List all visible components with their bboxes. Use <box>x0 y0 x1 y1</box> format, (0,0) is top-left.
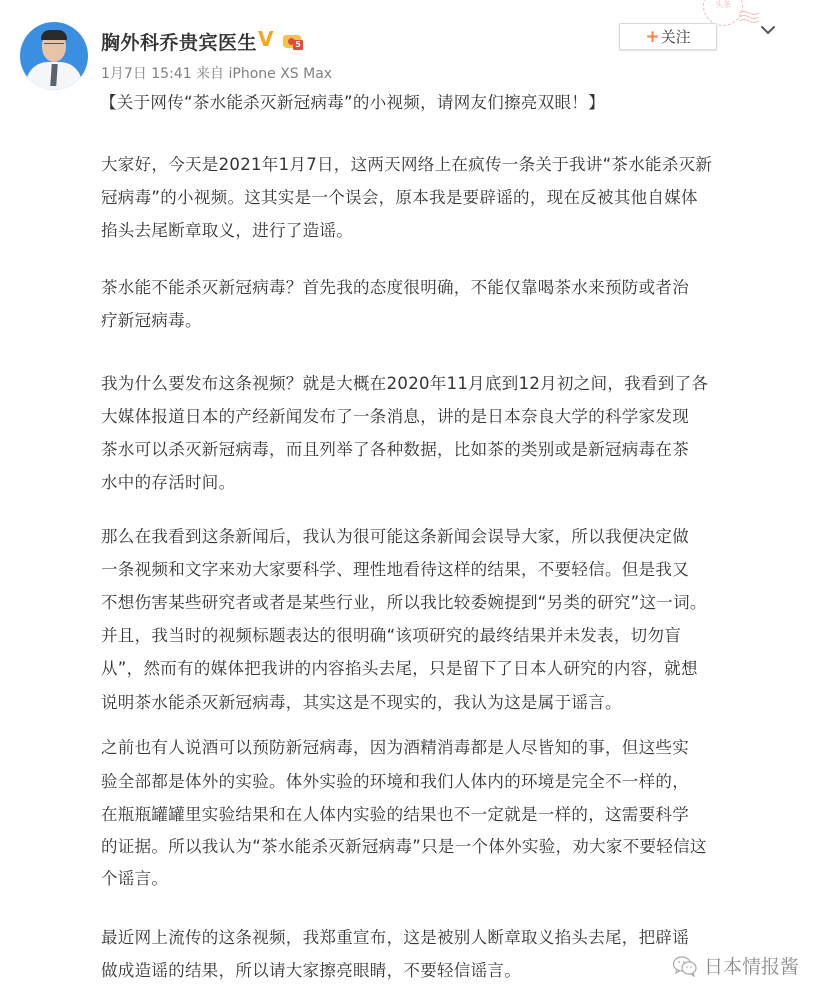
paragraph-3-line: 我为什么要发布这条视频？就是大概在2020年11月底到12月初之间，我看到了各 <box>101 374 709 393</box>
follow-button[interactable] <box>619 23 717 50</box>
watermark-label: 日本情报酱 <box>704 956 800 978</box>
paragraph-4-line: 一条视频和文字来劝大家要科学、理性地看待这样的结果，不要轻信。但是我又 <box>101 560 689 579</box>
stamp-text: 头条 <box>715 0 731 9</box>
paragraph-5-line: 在瓶瓶罐罐里实验结果和在人体内实验的结果也不一定就是一样的，这需要科学 <box>101 805 689 824</box>
member-crown-icon <box>283 31 303 49</box>
paragraph-3-line: 茶水可以杀灭新冠病毒，而且列举了各种数据，比如茶的类别或是新冠病毒在茶 <box>101 440 689 459</box>
paragraph-1-line: 冠病毒”的小视频。这其实是一个误会，原本我是要辟谣的，现在反被其他自媒体 <box>101 188 698 207</box>
paragraph-4-line: 那么在我看到这条新闻后，我认为很可能这条新闻会误导大家，所以我便决定做 <box>101 527 689 546</box>
watermark <box>672 952 799 979</box>
post-title: 【关于网传“茶水能杀灭新冠病毒”的小视频，请网友们擦亮双眼！】 <box>100 93 605 112</box>
paragraph-5-line: 个谣言。 <box>101 869 169 888</box>
paragraph-5-line: 验全部都是体外的实验。体外实验的环境和我们人体内的环境是完全不一样的， <box>101 772 689 791</box>
paragraph-3-line: 水中的存活时间。 <box>101 473 236 492</box>
chevron-down-icon[interactable] <box>760 22 776 38</box>
paragraph-5-line: 之前也有人说酒可以预防新冠病毒，因为酒精消毒都是人尽皆知的事，但这些实 <box>101 738 689 757</box>
paragraph-2-line: 茶水能不能杀灭新冠病毒？首先我的态度很明确，不能仅靠喝茶水来预防或者治 <box>101 278 689 297</box>
plus-icon: + <box>645 26 660 47</box>
paragraph-4-line: 从”，然而有的媒体把我讲的内容掐头去尾，只是留下了日本人研究的内容，就想 <box>101 659 698 678</box>
paragraph-6-line: 做成造谣的结果，所以请大家擦亮眼睛，不要轻信谣言。 <box>101 961 521 980</box>
paragraph-4-line: 说明茶水能杀灭新冠病毒，其实这是不现实的，我认为这是属于谣言。 <box>101 693 622 712</box>
paragraph-3-line: 大媒体报道日本的产经新闻发布了一条消息，讲的是日本奈良大学的科学家发现 <box>101 407 689 426</box>
paragraph-1-line: 大家好，今天是2021年1月7日，这两天网络上在疯传一条关于我讲“茶水能杀灭新 <box>101 155 713 174</box>
avatar[interactable] <box>20 22 88 90</box>
stamp-wave-icon <box>738 10 760 24</box>
paragraph-6-line: 最近网上流传的这条视频，我郑重宣布，这是被别人断章取义掐头去尾，把辟谣 <box>101 928 689 947</box>
paragraph-4-line: 不想伤害某些研究者或者是某些行业，所以我比较委婉提到“另类的研究”这一词。 <box>101 593 707 612</box>
follow-label: 关注 <box>660 28 691 46</box>
wechat-icon <box>672 955 698 977</box>
avatar-hair <box>41 30 67 40</box>
verified-v-icon: V <box>258 27 274 51</box>
paragraph-4-line: 并且，我当时的视频标题表达的很明确“该项研究的最终结果并未发表，切勿盲 <box>101 626 682 645</box>
paragraph-1-line: 掐头去尾断章取义，进行了造谣。 <box>101 221 353 240</box>
paragraph-2-line: 疗新冠病毒。 <box>101 311 202 330</box>
avatar-glasses <box>44 43 64 47</box>
post-meta: 1月7日 15:41 来自 iPhone XS Max <box>101 66 333 82</box>
author-name[interactable]: 胸外科乔贵宾医生 <box>101 32 258 54</box>
member-level-badge: 5 <box>293 40 303 50</box>
paragraph-5-line: 的证据。所以我认为“茶水能杀灭新冠病毒”只是一个体外实验，劝大家不要轻信这 <box>101 837 707 856</box>
